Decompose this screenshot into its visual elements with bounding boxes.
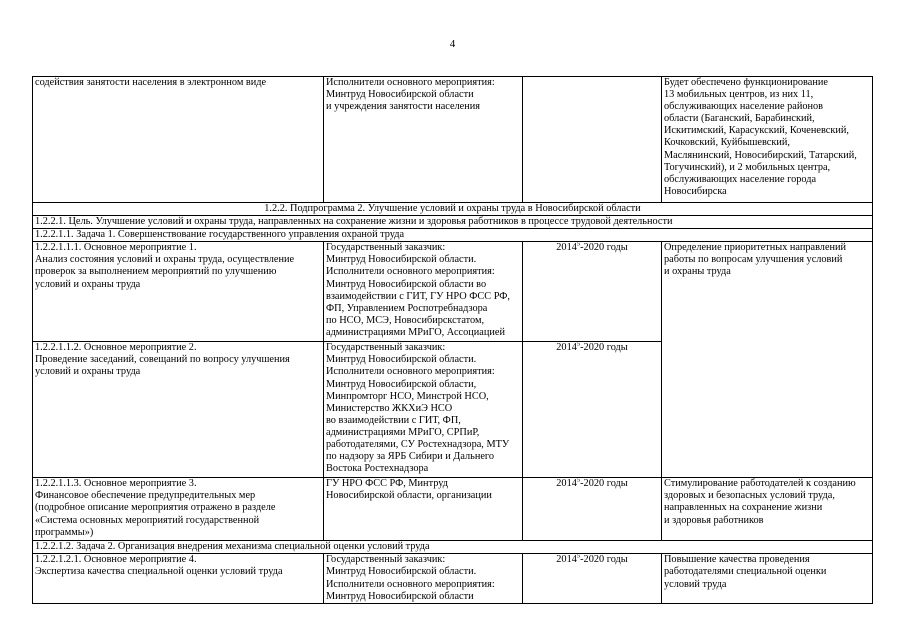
- period-end: -2020 годы: [580, 242, 628, 254]
- activity-cell: содействия занятости населения в электронном виде: [33, 77, 324, 203]
- period-cell: [523, 478, 662, 541]
- result-cell: Повышение качества проведения работодателями специальной оценки условий труда: [662, 554, 873, 604]
- task-header-row: [33, 229, 873, 242]
- executors-cell: Исполнители основного мероприятия: Минтруд Новосибирской области и учреждения занятости населения: [324, 77, 523, 203]
- result-cell: Стимулирование работодателей к созданию здоровых и безопасных условий труда, направленных на сохранение жизни и здоровья работников: [662, 478, 873, 541]
- executors-cell: ГУ НРО ФСС РФ, Минтруд Новосибирской области, организации: [324, 478, 523, 541]
- result-cell: Определение приоритетных направлений работы по вопросам улучшения условий и охраны труда: [662, 242, 873, 478]
- executors-cell: Государственный заказчик: Минтруд Новосибирской области. Исполнители основного мероприятия: Минтруд Новосибирской области, Минпромторг НСО, Минстрой НСО, Министерство ЖКХиЭ НСО во взаимодействии с ГИТ, ФП, администрациями МРиГО, СРПиР, работодателями, СУ Ростехнадзора, МТУ по надзору за ЯРБ Сибири и Дальнего Востока Ростехнадзора: [324, 342, 523, 478]
- task1-header: 1.2.2.1.1. Задача 1. Совершенствование государственного управления охраной труда: [33, 229, 873, 242]
- period-end: -2020 годы: [580, 554, 628, 566]
- activity-cell: 1.2.2.1.1.1. Основное мероприятие 1. Анализ состояния условий и охраны труда, осуществление проверок за выполнением мероприятий по улучшению условий и охраны труда: [33, 242, 324, 342]
- period-start: 2014: [556, 342, 577, 354]
- goal-header-row: [33, 216, 873, 229]
- executors-cell: Государственный заказчик: Минтруд Новосибирской области. Исполнители основного мероприятия: Минтруд Новосибирской области во взаимодействии с ГИТ, ГУ НРО ФСС РФ, ФП, Управлением Роспотребнадзора по НСО, МСЭ, Новосибирскстатом, администрациями МРиГО, Ассоциацией: [324, 242, 523, 342]
- table-row-continuation: [33, 77, 873, 203]
- table-row-1-2-2-1-1-3: [33, 478, 873, 541]
- period-cell: [523, 77, 662, 203]
- subprogram-header-row: [33, 203, 873, 216]
- goal-header: 1.2.2.1. Цель. Улучшение условий и охраны труда, направленных на сохранение жизни и здоровья работников в процессе трудовой деятельности: [33, 216, 873, 229]
- period-end: -2020 годы: [580, 342, 628, 354]
- period-start: 2014: [556, 554, 577, 566]
- period-cell: [523, 554, 662, 604]
- activity-cell: 1.2.2.1.1.3. Основное мероприятие 3. Финансовое обеспечение предупредительных мер (подробное описание мероприятия отражено в разделе «Система основных мероприятий государственной программы»): [33, 478, 324, 541]
- task2-header: 1.2.2.1.2. Задача 2. Организация внедрения механизма специальной оценки условий труда: [33, 541, 873, 554]
- period-cell: [523, 242, 662, 342]
- result-cell: Будет обеспечено функционирование 13 мобильных центров, из них 11, обслуживающих население районов области (Баганский, Барабинский, Искитимский, Карасукский, Коченевский, Кочковский, Куйбышевский, Маслянинский, Новосибирский, Татарский, Тогучинский), и 2 мобильных центра, обслуживающих население города Новосибирска: [662, 77, 873, 203]
- activity-cell: 1.2.2.1.2.1. Основное мероприятие 4. Экспертиза качества специальной оценки условий труда: [33, 554, 324, 604]
- footnote-mark: 5: [576, 241, 581, 248]
- period-end: -2020 годы: [580, 478, 628, 490]
- table-row-1-2-2-1-1-1: [33, 242, 873, 342]
- footnote-mark: 5: [576, 477, 581, 484]
- page-number: 4: [449, 38, 456, 50]
- program-activities-table: [32, 76, 873, 604]
- task-header-row: [33, 541, 873, 554]
- period-cell: [523, 342, 662, 478]
- footnote-mark: 5: [576, 341, 581, 348]
- period-start: 2014: [556, 242, 577, 254]
- executors-cell: Государственный заказчик: Минтруд Новосибирской области. Исполнители основного мероприятия: Минтруд Новосибирской области: [324, 554, 523, 604]
- footnote-mark: 5: [576, 553, 581, 560]
- table-row-1-2-2-1-2-1: [33, 554, 873, 604]
- subprogram-header: 1.2.2. Подпрограмма 2. Улучшение условий и охраны труда в Новосибирской области: [33, 203, 873, 216]
- period-start: 2014: [556, 478, 577, 490]
- activity-cell: 1.2.2.1.1.2. Основное мероприятие 2. Проведение заседаний, совещаний по вопросу улучшения условий и охраны труда: [33, 342, 324, 478]
